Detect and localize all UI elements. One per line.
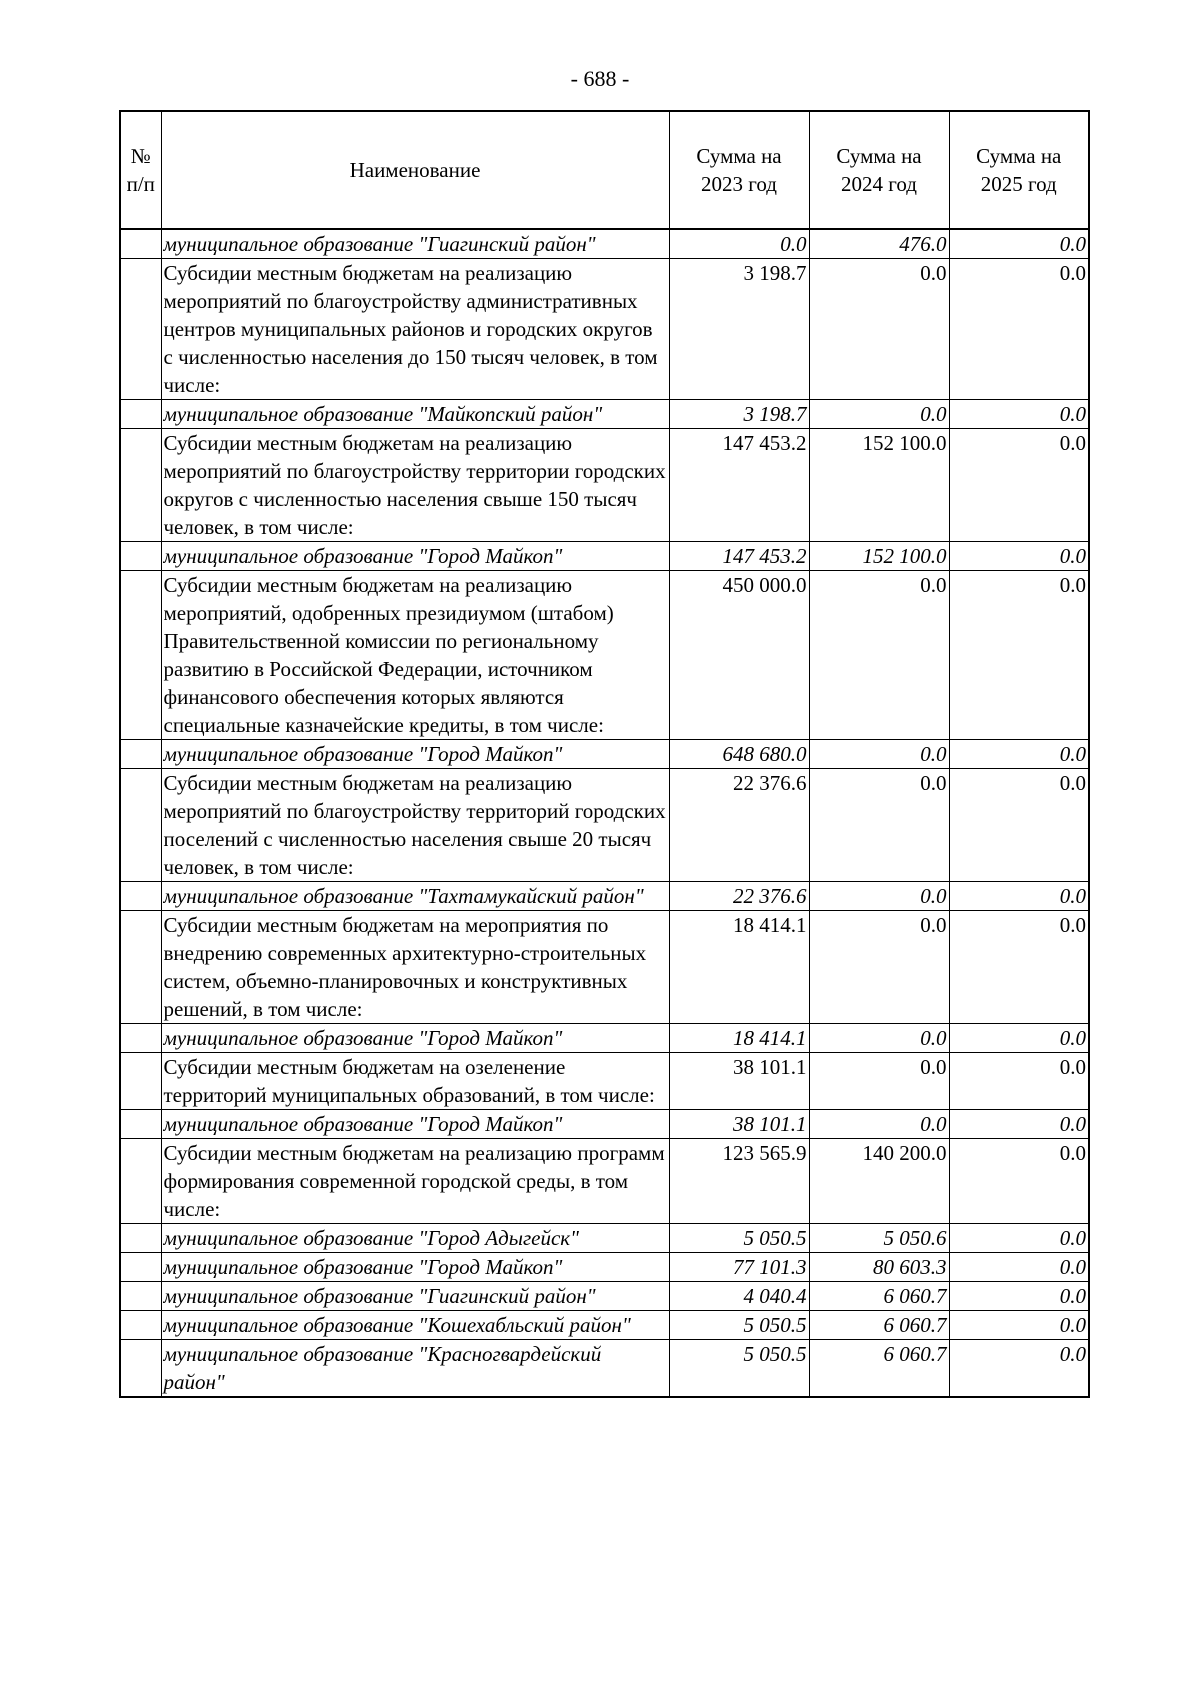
row-name-cell: Субсидии местным бюджетам на озеленение территорий муниципальных образований, в том числе:	[161, 1053, 669, 1110]
subsidy-row	[120, 571, 1089, 740]
row-number-cell	[120, 1024, 161, 1053]
row-name-cell: Субсидии местным бюджетам на реализацию программ формирования современной городской среды, в том числе:	[161, 1139, 669, 1224]
municipality-row	[120, 1282, 1089, 1311]
amount-2023-cell: 147 453.2	[669, 542, 809, 571]
header-name: Наименование	[161, 111, 669, 229]
amount-2023-cell: 147 453.2	[669, 429, 809, 542]
municipality-row	[120, 882, 1089, 911]
row-number-cell	[120, 542, 161, 571]
amount-2025-cell: 0.0	[949, 1110, 1089, 1139]
municipality-row	[120, 1253, 1089, 1282]
amount-2023-cell: 77 101.3	[669, 1253, 809, 1282]
amount-2023-cell: 38 101.1	[669, 1110, 809, 1139]
subsidy-row	[120, 429, 1089, 542]
row-number-cell	[120, 911, 161, 1024]
amount-2025-cell: 0.0	[949, 542, 1089, 571]
amount-2025-cell: 0.0	[949, 1311, 1089, 1340]
amount-2025-cell: 0.0	[949, 1053, 1089, 1110]
row-number-cell	[120, 769, 161, 882]
amount-2025-cell: 0.0	[949, 1024, 1089, 1053]
amount-2024-cell: 0.0	[809, 911, 949, 1024]
row-number-cell	[120, 1253, 161, 1282]
amount-2023-cell: 5 050.5	[669, 1311, 809, 1340]
municipality-row	[120, 1224, 1089, 1253]
row-name-cell: Субсидии местным бюджетам на мероприятия по внедрению современных архитектурно-строительных систем, объемно-планировочных и конструктивных решений, в том числе:	[161, 911, 669, 1024]
row-number-cell	[120, 1110, 161, 1139]
amount-2024-cell: 140 200.0	[809, 1139, 949, 1224]
amount-2024-cell: 0.0	[809, 571, 949, 740]
amount-2024-cell: 0.0	[809, 769, 949, 882]
row-name-cell: Субсидии местным бюджетам на реализацию мероприятий по благоустройству территории городских округов с численностью населения свыше 150 тысяч человек, в том числе:	[161, 429, 669, 542]
amount-2023-cell: 0.0	[669, 229, 809, 259]
municipality-row	[120, 1110, 1089, 1139]
amount-2025-cell: 0.0	[949, 1139, 1089, 1224]
row-number-cell	[120, 400, 161, 429]
amount-2025-cell: 0.0	[949, 259, 1089, 400]
row-name-cell: муниципальное образование "Город Адыгейск"	[161, 1224, 669, 1253]
row-number-cell	[120, 740, 161, 769]
row-number-cell	[120, 1224, 161, 1253]
row-name-cell: муниципальное образование "Город Майкоп"	[161, 1110, 669, 1139]
header-2025: Сумма на 2025 год	[949, 111, 1089, 229]
header-2024: Сумма на 2024 год	[809, 111, 949, 229]
municipality-row	[120, 542, 1089, 571]
amount-2024-cell: 6 060.7	[809, 1311, 949, 1340]
row-name-cell: муниципальное образование "Красногвардейский район"	[161, 1340, 669, 1398]
amount-2025-cell: 0.0	[949, 911, 1089, 1024]
amount-2024-cell: 0.0	[809, 1053, 949, 1110]
row-name-cell: Субсидии местным бюджетам на реализацию мероприятий по благоустройству территорий городских поселений с численностью населения свыше 20 тысяч человек, в том числе:	[161, 769, 669, 882]
amount-2025-cell: 0.0	[949, 882, 1089, 911]
subsidy-row	[120, 911, 1089, 1024]
row-name-cell: муниципальное образование "Тахтамукайский район"	[161, 882, 669, 911]
amount-2024-cell: 6 060.7	[809, 1340, 949, 1398]
row-number-cell	[120, 1053, 161, 1110]
amount-2023-cell: 4 040.4	[669, 1282, 809, 1311]
amount-2023-cell: 450 000.0	[669, 571, 809, 740]
subsidy-row	[120, 1053, 1089, 1110]
row-name-cell: муниципальное образование "Гиагинский район"	[161, 1282, 669, 1311]
amount-2024-cell: 152 100.0	[809, 429, 949, 542]
amount-2025-cell: 0.0	[949, 1340, 1089, 1398]
row-name-cell: муниципальное образование "Кошехабльский район"	[161, 1311, 669, 1340]
row-number-cell	[120, 1311, 161, 1340]
amount-2023-cell: 38 101.1	[669, 1053, 809, 1110]
row-name-cell: муниципальное образование "Город Майкоп"	[161, 542, 669, 571]
header-number: № п/п	[120, 111, 161, 229]
amount-2024-cell: 0.0	[809, 259, 949, 400]
amount-2023-cell: 22 376.6	[669, 769, 809, 882]
table-header-row	[120, 111, 1089, 229]
municipality-row	[120, 1340, 1089, 1398]
subsidy-row	[120, 769, 1089, 882]
row-name-cell: Субсидии местным бюджетам на реализацию мероприятий, одобренных президиумом (штабом) Правительственной комиссии по региональному развитию в Российской Федерации, источником финансового обеспечения которых являются специальные казначейские кредиты, в том числе:	[161, 571, 669, 740]
row-name-cell: муниципальное образование "Майкопский район"	[161, 400, 669, 429]
amount-2024-cell: 0.0	[809, 400, 949, 429]
municipality-row	[120, 1311, 1089, 1340]
municipality-row	[120, 1024, 1089, 1053]
table-body	[120, 229, 1089, 1397]
amount-2025-cell: 0.0	[949, 400, 1089, 429]
municipality-row	[120, 740, 1089, 769]
amount-2023-cell: 5 050.5	[669, 1224, 809, 1253]
row-name-cell: Субсидии местным бюджетам на реализацию мероприятий по благоустройству административных центров муниципальных районов и городских округов с численностью населения до 150 тысяч человек, в том числе:	[161, 259, 669, 400]
amount-2023-cell: 5 050.5	[669, 1340, 809, 1398]
row-number-cell	[120, 259, 161, 400]
amount-2025-cell: 0.0	[949, 229, 1089, 259]
row-number-cell	[120, 1139, 161, 1224]
row-name-cell: муниципальное образование "Город Майкоп"	[161, 1024, 669, 1053]
amount-2023-cell: 18 414.1	[669, 1024, 809, 1053]
amount-2024-cell: 0.0	[809, 882, 949, 911]
amount-2023-cell: 18 414.1	[669, 911, 809, 1024]
municipality-row	[120, 400, 1089, 429]
amount-2023-cell: 3 198.7	[669, 259, 809, 400]
amount-2024-cell: 80 603.3	[809, 1253, 949, 1282]
row-name-cell: муниципальное образование "Город Майкоп"	[161, 1253, 669, 1282]
amount-2025-cell: 0.0	[949, 1282, 1089, 1311]
row-number-cell	[120, 429, 161, 542]
amount-2025-cell: 0.0	[949, 1253, 1089, 1282]
row-name-cell: муниципальное образование "Гиагинский район"	[161, 229, 669, 259]
amount-2025-cell: 0.0	[949, 1224, 1089, 1253]
amount-2023-cell: 123 565.9	[669, 1139, 809, 1224]
row-number-cell	[120, 1282, 161, 1311]
amount-2025-cell: 0.0	[949, 429, 1089, 542]
amount-2025-cell: 0.0	[949, 571, 1089, 740]
page-number: - 688 -	[570, 66, 630, 91]
amount-2024-cell: 152 100.0	[809, 542, 949, 571]
row-number-cell	[120, 571, 161, 740]
budget-table	[119, 110, 1090, 1398]
row-number-cell	[120, 229, 161, 259]
row-number-cell	[120, 1340, 161, 1398]
amount-2025-cell: 0.0	[949, 740, 1089, 769]
amount-2023-cell: 22 376.6	[669, 882, 809, 911]
municipality-row	[120, 229, 1089, 259]
row-name-cell: муниципальное образование "Город Майкоп"	[161, 740, 669, 769]
amount-2024-cell: 0.0	[809, 740, 949, 769]
subsidy-row	[120, 259, 1089, 400]
subsidy-row	[120, 1139, 1089, 1224]
row-number-cell	[120, 882, 161, 911]
amount-2025-cell: 0.0	[949, 769, 1089, 882]
amount-2023-cell: 648 680.0	[669, 740, 809, 769]
amount-2024-cell: 5 050.6	[809, 1224, 949, 1253]
amount-2023-cell: 3 198.7	[669, 400, 809, 429]
amount-2024-cell: 476.0	[809, 229, 949, 259]
amount-2024-cell: 6 060.7	[809, 1282, 949, 1311]
amount-2024-cell: 0.0	[809, 1024, 949, 1053]
header-2023: Сумма на 2023 год	[669, 111, 809, 229]
amount-2024-cell: 0.0	[809, 1110, 949, 1139]
